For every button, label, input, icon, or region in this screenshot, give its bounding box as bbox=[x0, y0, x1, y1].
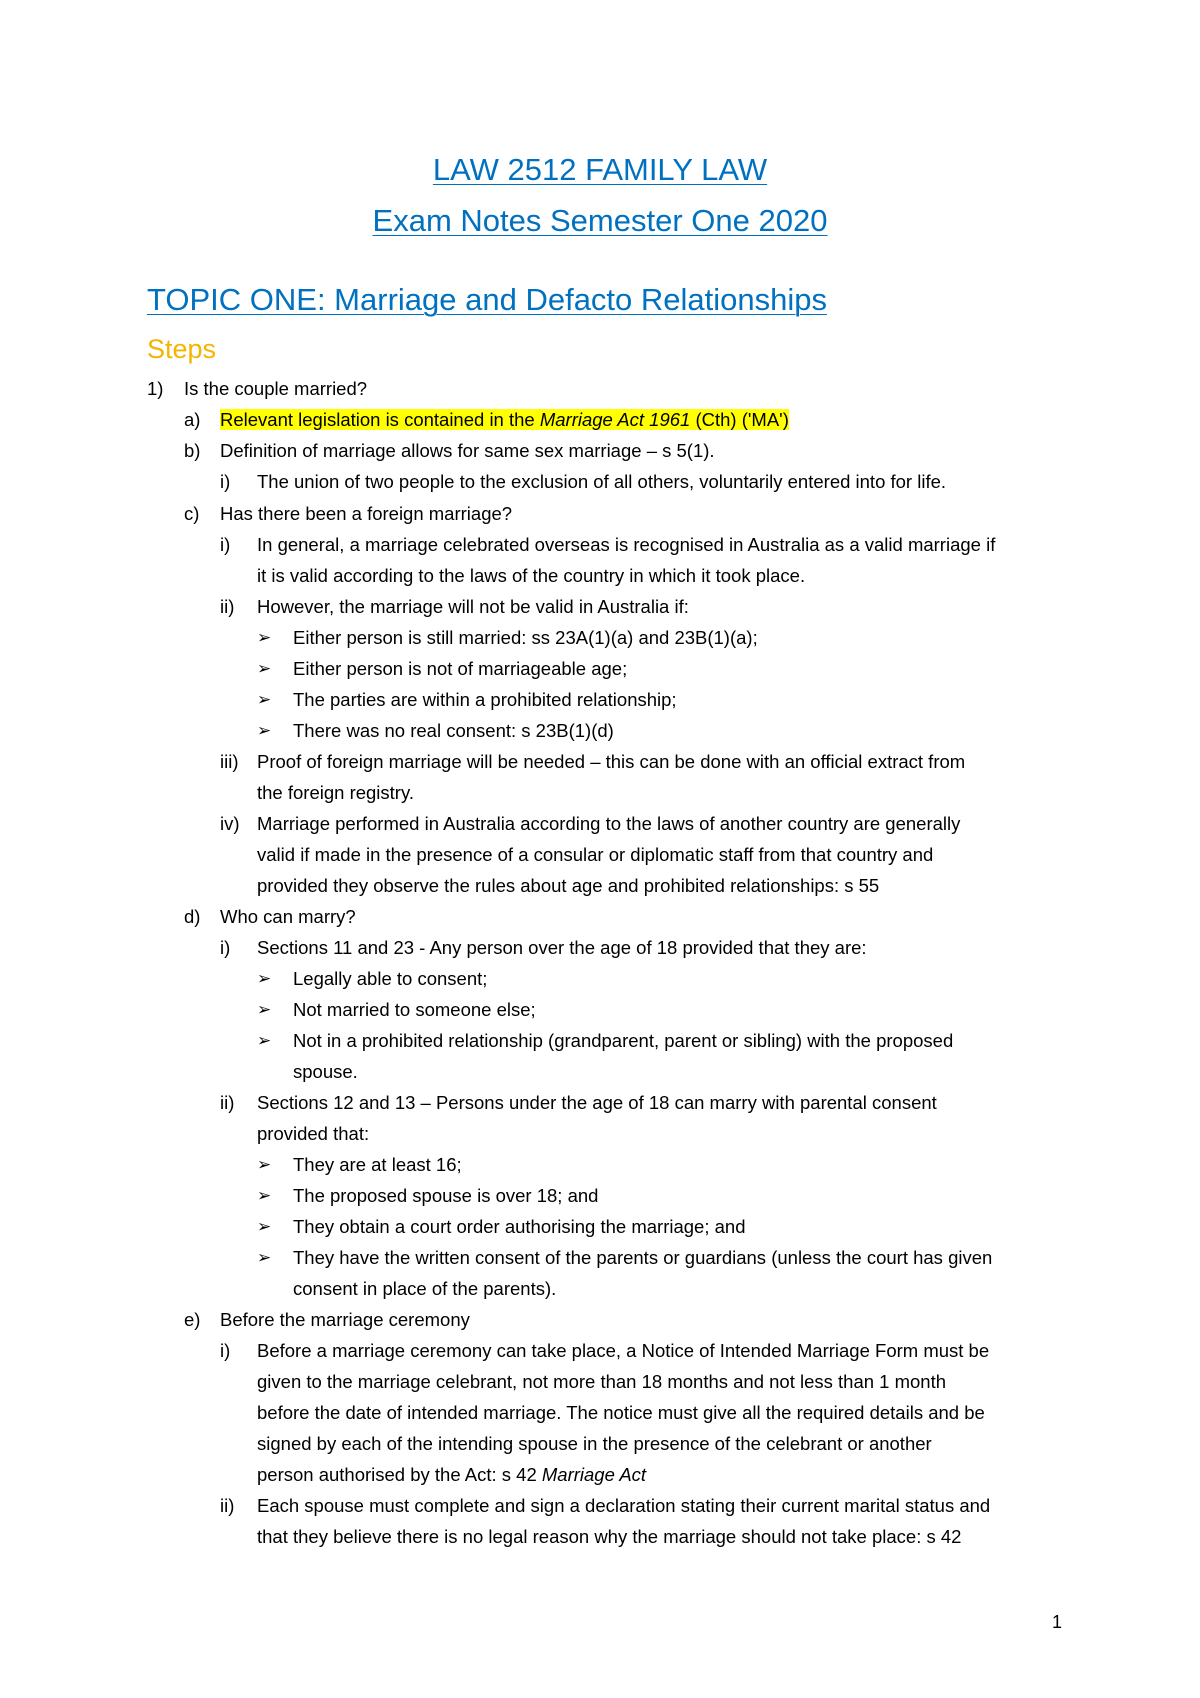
item-definition-of-marriage: Definition of marriage allows for same sex marriage – s 5(1). bbox=[220, 440, 715, 461]
bullet-item: Not in a prohibited relationship (grandparent, parent or sibling) with the proposed bbox=[293, 1030, 954, 1051]
bullet-item: There was no real consent: s 23B(1)(d) bbox=[293, 720, 614, 741]
item-relevant-legislation bbox=[220, 408, 789, 432]
list-marker: a) bbox=[184, 409, 201, 430]
list-marker: iii) bbox=[220, 751, 239, 772]
list-marker: i) bbox=[220, 471, 231, 492]
bullet-item: They obtain a court order authorising the marriage; and bbox=[293, 1216, 746, 1237]
document-subtitle: Exam Notes Semester One 2020 bbox=[372, 203, 828, 238]
arrow-bullet-icon: ➢ bbox=[257, 1155, 272, 1174]
text-line: Each spouse must complete and sign a declaration stating their current marital status and bbox=[257, 1495, 991, 1516]
item-foreign-marriage: Has there been a foreign marriage? bbox=[220, 503, 513, 524]
text-line: provided that: bbox=[257, 1123, 370, 1144]
list-marker: e) bbox=[184, 1309, 201, 1330]
arrow-bullet-icon: ➢ bbox=[257, 969, 272, 988]
text-line: In general, a marriage celebrated overseas is recognised in Australia as a valid marriage if bbox=[257, 534, 996, 555]
list-marker: i) bbox=[220, 534, 231, 555]
arrow-bullet-icon: ➢ bbox=[257, 1000, 272, 1019]
bullet-item: They are at least 16; bbox=[293, 1154, 462, 1175]
bullet-item: Legally able to consent; bbox=[293, 968, 488, 989]
text-line: Sections 12 and 13 – Persons under the age of 18 can marry with parental consent bbox=[257, 1092, 937, 1113]
bullet-item-continuation: spouse. bbox=[293, 1061, 358, 1082]
text-line: valid if made in the presence of a consular or diplomatic staff from that country and bbox=[257, 844, 934, 865]
arrow-bullet-icon: ➢ bbox=[257, 1186, 272, 1205]
legislation-text: Relevant legislation is contained in the bbox=[220, 409, 540, 430]
page-number: 1 bbox=[1052, 1612, 1063, 1632]
act-name: Marriage Act 1961 bbox=[539, 409, 691, 430]
item-union-definition: The union of two people to the exclusion of all others, voluntarily entered into for life. bbox=[257, 471, 947, 492]
list-marker: ii) bbox=[220, 1495, 235, 1516]
document-title: LAW 2512 FAMILY LAW bbox=[432, 152, 768, 187]
bullet-item: Either person is not of marriageable age; bbox=[293, 658, 628, 679]
text-line: Proof of foreign marriage will be needed – this can be done with an official extract from bbox=[257, 751, 966, 772]
bullet-item: Not married to someone else; bbox=[293, 999, 536, 1020]
list-marker: d) bbox=[184, 906, 201, 927]
text-line: it is valid according to the laws of the country in which it took place. bbox=[257, 565, 806, 586]
text-line: Sections 11 and 23 - Any person over the age of 18 provided that they are: bbox=[257, 937, 867, 958]
steps-heading: Steps bbox=[147, 334, 217, 364]
act-name: Marriage Act bbox=[541, 1464, 647, 1485]
list-marker: b) bbox=[184, 440, 201, 461]
bullet-item: They have the written consent of the parents or guardians (unless the court has given bbox=[293, 1247, 993, 1268]
text-line: provided they observe the rules about age and prohibited relationships: s 55 bbox=[257, 875, 880, 896]
bullet-item: The parties are within a prohibited relationship; bbox=[293, 689, 677, 710]
arrow-bullet-icon: ➢ bbox=[257, 1031, 272, 1050]
arrow-bullet-icon: ➢ bbox=[257, 721, 272, 740]
list-marker: i) bbox=[220, 937, 231, 958]
bullet-item-continuation: consent in place of the parents). bbox=[293, 1278, 557, 1299]
item-before-ceremony: Before the marriage ceremony bbox=[220, 1309, 470, 1330]
list-marker: i) bbox=[220, 1340, 231, 1361]
text-line: Marriage performed in Australia according to the laws of another country are generally bbox=[257, 813, 961, 834]
list-marker: ii) bbox=[220, 1092, 235, 1113]
text-line: However, the marriage will not be valid in Australia if: bbox=[257, 596, 689, 617]
text-line: given to the marriage celebrant, not more than 18 months and not less than 1 month bbox=[257, 1371, 947, 1392]
text-line: Before a marriage ceremony can take place, a Notice of Intended Marriage Form must be bbox=[257, 1340, 990, 1361]
question-is-couple-married: Is the couple married? bbox=[184, 378, 368, 399]
text-line: before the date of intended marriage. The notice must give all the required details and be bbox=[257, 1402, 985, 1423]
arrow-bullet-icon: ➢ bbox=[257, 690, 272, 709]
topic-heading: TOPIC ONE: Marriage and Defacto Relationships bbox=[147, 282, 828, 317]
list-marker: iv) bbox=[220, 813, 240, 834]
bullet-item: Either person is still married: ss 23A(1)(a) and 23B(1)(a); bbox=[293, 627, 758, 648]
text-segment: person authorised by the Act: s 42 bbox=[257, 1464, 542, 1485]
text-line bbox=[257, 1463, 646, 1487]
list-marker: c) bbox=[184, 503, 200, 524]
text-line: signed by each of the intending spouse in the presence of the celebrant or another bbox=[257, 1433, 932, 1454]
item-who-can-marry: Who can marry? bbox=[220, 906, 356, 927]
text-line: the foreign registry. bbox=[257, 782, 414, 803]
arrow-bullet-icon: ➢ bbox=[257, 1248, 272, 1267]
legislation-suffix: (Cth) ('MA') bbox=[690, 409, 789, 430]
list-marker: ii) bbox=[220, 596, 235, 617]
bullet-item: The proposed spouse is over 18; and bbox=[293, 1185, 599, 1206]
arrow-bullet-icon: ➢ bbox=[257, 1217, 272, 1236]
arrow-bullet-icon: ➢ bbox=[257, 659, 272, 678]
arrow-bullet-icon: ➢ bbox=[257, 628, 272, 647]
list-marker: 1) bbox=[147, 378, 164, 399]
text-line: that they believe there is no legal reason why the marriage should not take place: s 42 bbox=[257, 1526, 962, 1547]
